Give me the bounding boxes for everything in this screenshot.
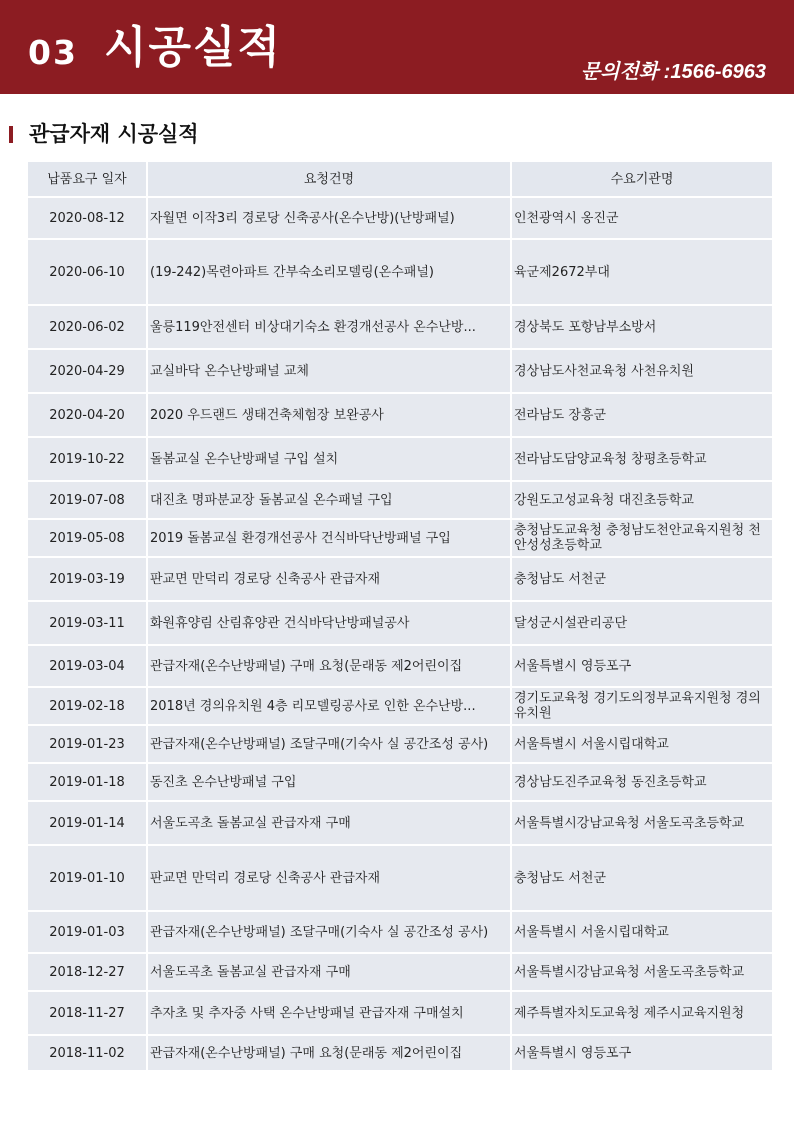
cell-request-name: 울릉119안전센터 비상대기숙소 환경개선공사 온수난방...	[147, 305, 511, 349]
cell-agency: 충청남도교육청 충청남도천안교육지원청 천안성성초등학교	[511, 519, 773, 557]
cell-request-name	[147, 725, 511, 763]
cell-date: 2020-06-02	[27, 305, 147, 349]
table-row	[27, 1035, 773, 1071]
table-row	[27, 393, 773, 437]
column-header-agency: 수요기관명	[511, 161, 773, 197]
cell-request-name-text: 2019 돌봄교실 환경개선공사 건식바닥난방패널 구입	[150, 530, 451, 546]
table-row	[27, 437, 773, 481]
table-row	[27, 645, 773, 687]
cell-date: 2019-01-23	[27, 725, 147, 763]
results-table	[26, 160, 774, 1072]
table-row	[27, 601, 773, 645]
cell-agency: 서울특별시 서울시립대학교	[511, 911, 773, 953]
cell-request-name	[147, 911, 511, 953]
cell-request-name: 서울도곡초 돌봄교실 관급자재 구매	[147, 801, 511, 845]
table-row	[27, 687, 773, 725]
cell-request-name	[147, 519, 511, 557]
table-row	[27, 305, 773, 349]
cell-agency: 달성군시설관리공단	[511, 601, 773, 645]
cell-agency: 서울특별시강남교육청 서울도곡초등학교	[511, 801, 773, 845]
cell-agency: 전라남도담양교육청 창평초등학교	[511, 437, 773, 481]
section-number: 03	[28, 33, 78, 72]
table-row	[27, 991, 773, 1035]
cell-request-name: (19-242)목련아파트 간부숙소리모델링(온수패널)	[147, 239, 511, 305]
cell-agency: 제주특별자치도교육청 제주시교육지원청	[511, 991, 773, 1035]
cell-request-name: 판교면 만덕리 경로당 신축공사 관급자재	[147, 557, 511, 601]
cell-request-name: 교실바닥 온수난방패널 교체	[147, 349, 511, 393]
cell-agency: 충청남도 서천군	[511, 845, 773, 911]
table-row	[27, 197, 773, 239]
cell-agency: 경상남도사천교육청 사천유치원	[511, 349, 773, 393]
table-row	[27, 725, 773, 763]
cell-request-name: 동진초 온수난방패널 구입	[147, 763, 511, 801]
cell-request-name-text: 관급자재(온수난방패널) 조달구매(기숙사 실 공간조성 공사)	[150, 736, 489, 752]
heading-accent-bar	[9, 126, 13, 143]
cell-request-name: 2020 우드랜드 생태건축체험장 보완공사	[147, 393, 511, 437]
cell-date: 2019-01-03	[27, 911, 147, 953]
cell-agency: 경상북도 포항남부소방서	[511, 305, 773, 349]
cell-date: 2019-01-14	[27, 801, 147, 845]
cell-date: 2019-07-08	[27, 481, 147, 519]
cell-request-name	[147, 1035, 511, 1071]
table-row	[27, 763, 773, 801]
column-header-date: 납품요구 일자	[27, 161, 147, 197]
table-header-row	[27, 161, 773, 197]
section-title-text: 관급자재 시공실적	[29, 121, 199, 146]
cell-request-name-text: 추자초 및 추자중 사택 온수난방패널 관급자재 구매설치	[150, 1005, 464, 1021]
table-row	[27, 481, 773, 519]
cell-date: 2018-12-27	[27, 953, 147, 991]
cell-date: 2020-04-20	[27, 393, 147, 437]
table-row	[27, 845, 773, 911]
column-header-request-name: 요청건명	[147, 161, 511, 197]
cell-agency: 인천광역시 옹진군	[511, 197, 773, 239]
cell-request-name: 화원휴양림 산림휴양관 건식바닥난방패널공사	[147, 601, 511, 645]
cell-date: 2019-03-04	[27, 645, 147, 687]
section-heading	[9, 120, 199, 148]
cell-request-name: 돌봄교실 온수난방패널 구입 설치	[147, 437, 511, 481]
cell-request-name: 서울도곡초 돌봄교실 관급자재 구매	[147, 953, 511, 991]
table-row	[27, 519, 773, 557]
table-row	[27, 911, 773, 953]
cell-request-name	[147, 645, 511, 687]
cell-date: 2020-06-10	[27, 239, 147, 305]
cell-request-name: 판교면 만덕리 경로당 신축공사 관급자재	[147, 845, 511, 911]
cell-request-name-text: 관급자재(온수난방패널) 조달구매(기숙사 실 공간조성 공사)	[150, 924, 489, 940]
cell-request-name-text: 관급자재(온수난방패널) 구매 요청(문래동 제2어린이집	[150, 658, 463, 674]
contact-phone: 문의전화 :1566-6963	[580, 61, 766, 83]
cell-agency: 육군제2672부대	[511, 239, 773, 305]
cell-request-name-text: 관급자재(온수난방패널) 구매 요청(문래동 제2어린이집	[150, 1045, 463, 1061]
page-header	[0, 0, 794, 94]
cell-date: 2019-10-22	[27, 437, 147, 481]
table-body	[27, 197, 773, 1071]
table-row	[27, 349, 773, 393]
cell-agency: 경상남도진주교육청 동진초등학교	[511, 763, 773, 801]
cell-date: 2019-01-10	[27, 845, 147, 911]
table-row	[27, 239, 773, 305]
cell-date: 2018-11-02	[27, 1035, 147, 1071]
cell-agency: 서울특별시 서울시립대학교	[511, 725, 773, 763]
cell-agency: 경기도교육청 경기도의정부교육지원청 경의유치원	[511, 687, 773, 725]
page-title: 시공실적	[104, 22, 283, 73]
cell-date: 2019-05-08	[27, 519, 147, 557]
table-row	[27, 801, 773, 845]
cell-agency: 전라남도 장흥군	[511, 393, 773, 437]
cell-agency: 충청남도 서천군	[511, 557, 773, 601]
cell-date: 2019-02-18	[27, 687, 147, 725]
cell-request-name	[147, 991, 511, 1035]
cell-agency: 서울특별시강남교육청 서울도곡초등학교	[511, 953, 773, 991]
table-row	[27, 953, 773, 991]
cell-agency: 서울특별시 영등포구	[511, 1035, 773, 1071]
cell-request-name	[147, 197, 511, 239]
cell-date: 2019-03-19	[27, 557, 147, 601]
table-row	[27, 557, 773, 601]
cell-date: 2020-08-12	[27, 197, 147, 239]
cell-date: 2019-01-18	[27, 763, 147, 801]
cell-date: 2018-11-27	[27, 991, 147, 1035]
cell-agency: 서울특별시 영등포구	[511, 645, 773, 687]
cell-request-name: 2018년 경의유치원 4층 리모델링공사로 인한 온수난방...	[147, 687, 511, 725]
cell-request-name-text: 자월면 이작3리 경로당 신축공사(온수난방)(난방패널)	[150, 210, 455, 226]
cell-agency: 강원도고성교육청 대진초등학교	[511, 481, 773, 519]
cell-request-name: 대진초 명파분교장 돌봄교실 온수패널 구입	[147, 481, 511, 519]
cell-date: 2020-04-29	[27, 349, 147, 393]
cell-date: 2019-03-11	[27, 601, 147, 645]
